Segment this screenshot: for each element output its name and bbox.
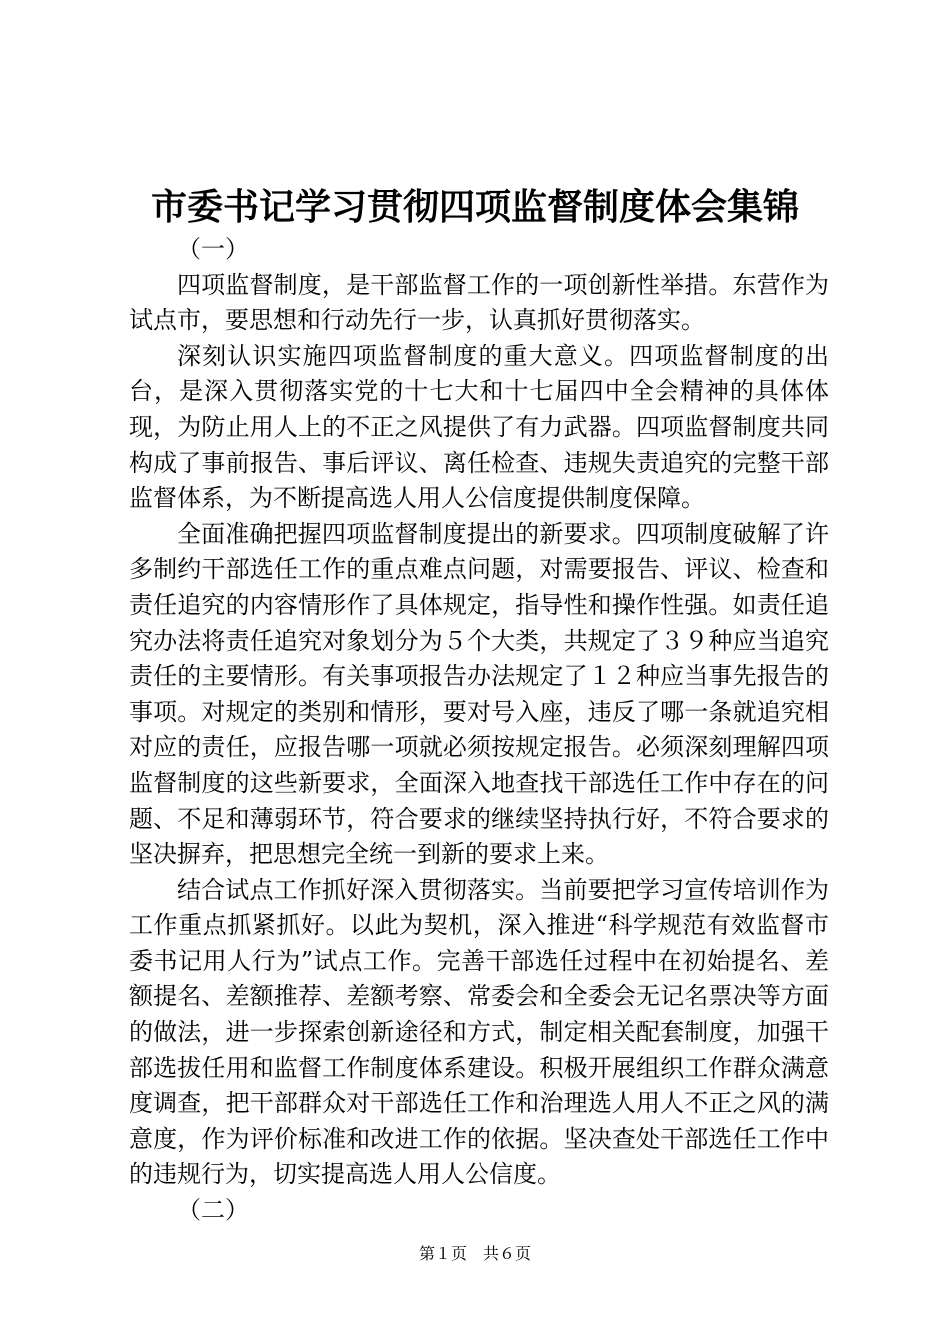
- paragraph-1: 四项监督制度，是干部监督工作的一项创新性举措。东营作为试点市，要思想和行动先行一步，认真抓好贯彻落实。: [129, 270, 829, 335]
- page-number-footer: 第１页 共６页: [418, 1244, 531, 1263]
- section-heading-2: （二）: [177, 1196, 249, 1225]
- section-heading-1: （一）: [177, 235, 249, 263]
- paragraph-3: 全面准确把握四项监督制度提出的新要求。四项制度破解了许多制约干部选任工作的重点难点问题，对需要报告、评议、检查和责任追究的内容情形作了具体规定，指导性和操作性强。如责任追究办法将责任追究对象划分为５个大类，共规定了３９种应当追究责任的主要情形。有关事项报告办法规定了１２种应当事先报告的事项。对规定的类别和情形，要对号入座，违反了哪一条就追究相对应的责任，应报告哪一项就必须按规定报告。必须深刻理解四项监督制度的这些新要求，全面深入地查找干部选任工作中存在的问题、不足和薄弱环节，符合要求的继续坚持执行好，不符合要求的坚决摒弃，把思想完全统一到新的要求上来。: [129, 519, 829, 869]
- paragraph-2: 深刻认识实施四项监督制度的重大意义。四项监督制度的出台，是深入贯彻落实党的十七大和十七届四中全会精神的具体体现，为防止用人上的不正之风提供了有力武器。四项监督制度共同构成了事前报告、事后评议、离任检查、违规失责追究的完整干部监督体系，为不断提高选人用人公信度提供制度保障。: [129, 341, 829, 513]
- paragraph-4: 结合试点工作抓好深入贯彻落实。当前要把学习宣传培训作为工作重点抓紧抓好。以此为契机，深入推进“科学规范有效监督市委书记用人行为”试点工作。完善干部选任过程中在初始提名、差额提名、差额推荐、差额考察、常委会和全委会无记名票决等方面的做法，进一步探索创新途径和方式，制定相关配套制度，加强干部选拔任用和监督工作制度体系建设。积极开展组织工作群众满意度调查，把干部群众对干部选任工作和治理选人用人不正之风的满意度，作为评价标准和改进工作的依据。坚决查处干部选任工作中的违规行为，切实提高选人用人公信度。: [129, 875, 829, 1189]
- document-body: [129, 232, 829, 1229]
- document-title: 市委书记学习贯彻四项监督制度体会集锦: [150, 186, 799, 228]
